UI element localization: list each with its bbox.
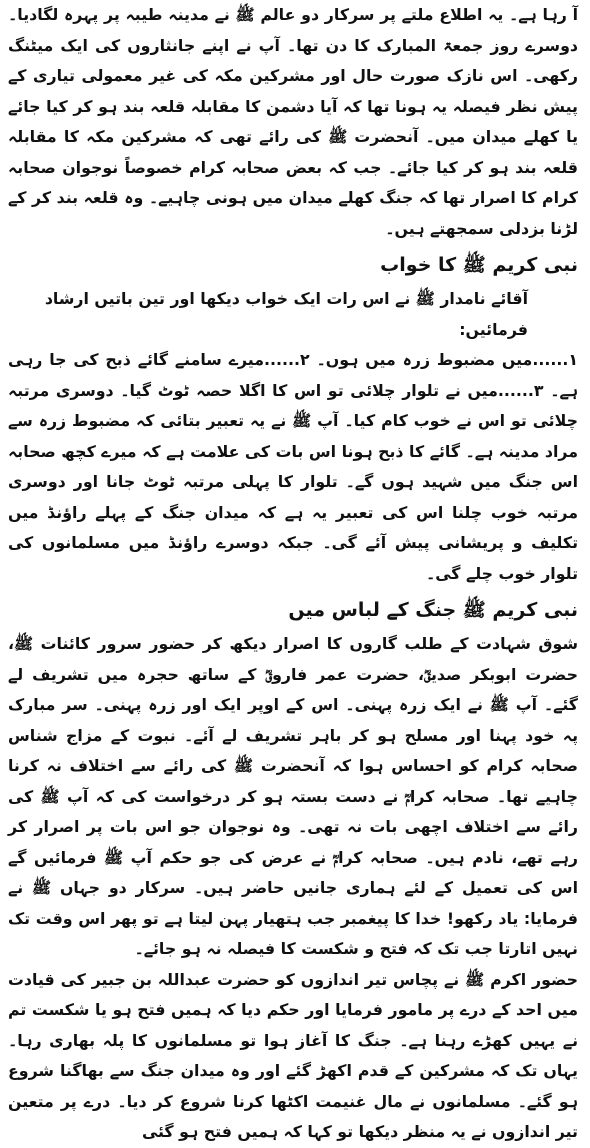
heading-prophet-dream: نبی کریم ﷺ کا خواب (380, 254, 578, 276)
heading-war-attire: نبی کریم ﷺ جنگ کے لباس میں (288, 599, 578, 621)
paragraph-archers: حضور اکرم ﷺ نے پچاس تیر اندازوں کو حضرت عبداللہ بن جبیر کی قیادت میں احد کے درے پر مامور فرمایا اور حکم دیا کہ ہمیں فتح ہو یا شکست تم نے یہیں کھڑے رہنا ہے۔ جنگ کا آغاز ہوا تو مسلمانوں کا پلہ بھاری رہا۔ یہاں تک کہ مشرکین کے قدم اکھڑ گئے اور وہ میدان جنگ سے بھاگنا شروع ہو گئے۔ مسلمانوں نے مال غنیمت اکٹھا کرنا شروع کر دیا۔ درے پر متعین تیر اندازوں نے یہ منظر دیکھا تو کہا کہ ہمیں فتح ہو گئی (8, 969, 578, 1141)
paragraph-dream: ۱......میں مضبوط زرہ میں ہوں۔ ۲......میرے سامنے گائے ذبح کی جا رہی ہے۔ ۳......میں نے تلوار چلائی تو اس کا اگلا حصہ ٹوٹ گیا۔ دوسری مرتبہ چلائی تو اس نے خوب کام کیا۔ آپ ﷺ نے یہ تعبیر بتائی کہ مضبوط زرہ سے مراد مدینہ ہے۔ گائے کا ذبح ہونا اس بات کی علامت ہے کہ میرے کچھ صحابہ اس جنگ میں شہید ہوں گے۔ تلوار کا پہلی مرتبہ ٹوٹ جانا اور دوسری مرتبہ خوب چلنا اس کی تعبیر یہ ہے کہ میدان جنگ کے پہلے راؤنڈ میں تکلیف و پریشانی پیش آئے گی۔ جبکہ دوسرے راؤنڈ میں مسلمانوں کی تلوار خوب چلے گی۔ (8, 350, 579, 583)
paragraph-war-attire: شوق شہادت کے طلب گاروں کا اصرار دیکھ کر حضور سرور کائنات ﷺ، حضرت ابوبکر صدیقؓ، حضرت عمر فاروقؓ کے ساتھ حجرہ میں تشریف لے گئے۔ آپ ﷺ نے ایک زرہ پہنی۔ اس کے اوپر ایک اور زرہ پہنی۔ سر مبارک پہ خود پہنا اور مسلح ہو کر باہر تشریف لے آئے۔ نبوت کے مزاج شناس صحابہ کرام کو احساس ہوا کہ آنحضرت ﷺ کی رائے سے اختلاف نہ کرنا چاہیے تھا۔ صحابہ کرامؓ نے دست بستہ ہو کر درخواست کی کہ آپ ﷺ کی رائے سے اختلاف اچھی بات نہ تھی۔ وہ نوجوان جو اس بات پر اصرار کر رہے تھے، نادم ہیں۔ صحابہ کرامؓ نے عرض کی جو حکم آپ ﷺ فرمائیں گے اس کی تعمیل کے لئے ہماری جانیں حاضر ہیں۔ سرکار دو جہاں ﷺ نے فرمایا: یاد رکھو! خدا کا پیغمبر جب ہتھیار پہن لیتا ہے تو پھر اس وقت تک نہیں اتارتا جب تک کہ فتح و شکست کا فیصلہ نہ ہو جائے۔ (8, 634, 578, 958)
dream-intro-line: آقائے نامدار ﷺ نے اس رات ایک خواب دیکھا اور تین باتیں ارشاد فرمائیں: (44, 289, 528, 339)
paragraph-consultation: آ رہا ہے۔ یہ اطلاع ملتے پر سرکار دو عالم ﷺ نے مدینہ طیبہ پر پہرہ لگادیا۔ دوسرے روز جمعۃ المبارک کا دن تھا۔ آپ نے اپنے جانثاروں کی ایک میٹنگ رکھی۔ اس نازک صورت حال اور مشرکین مکہ کی غیر معمولی تیاری کے پیش نظر فیصلہ یہ ہونا تھا کہ آیا دشمن کا مقابلہ قلعہ بند ہو کر کیا جائے یا کھلے میدان میں۔ آنحضرت ﷺ کی رائے تھی کہ مشرکین مکہ کا مقابلہ قلعہ بند ہو کر کیا جائے۔ جب کہ بعض صحابہ کرام خصوصاً نوجوان صحابہ کرام کا اصرار تھا کہ جنگ کھلے میدان میں ہونی چاہیے۔ وہ قلعہ بند کر کے لڑنا بزدلی سمجھتے ہیں۔ (8, 5, 578, 238)
